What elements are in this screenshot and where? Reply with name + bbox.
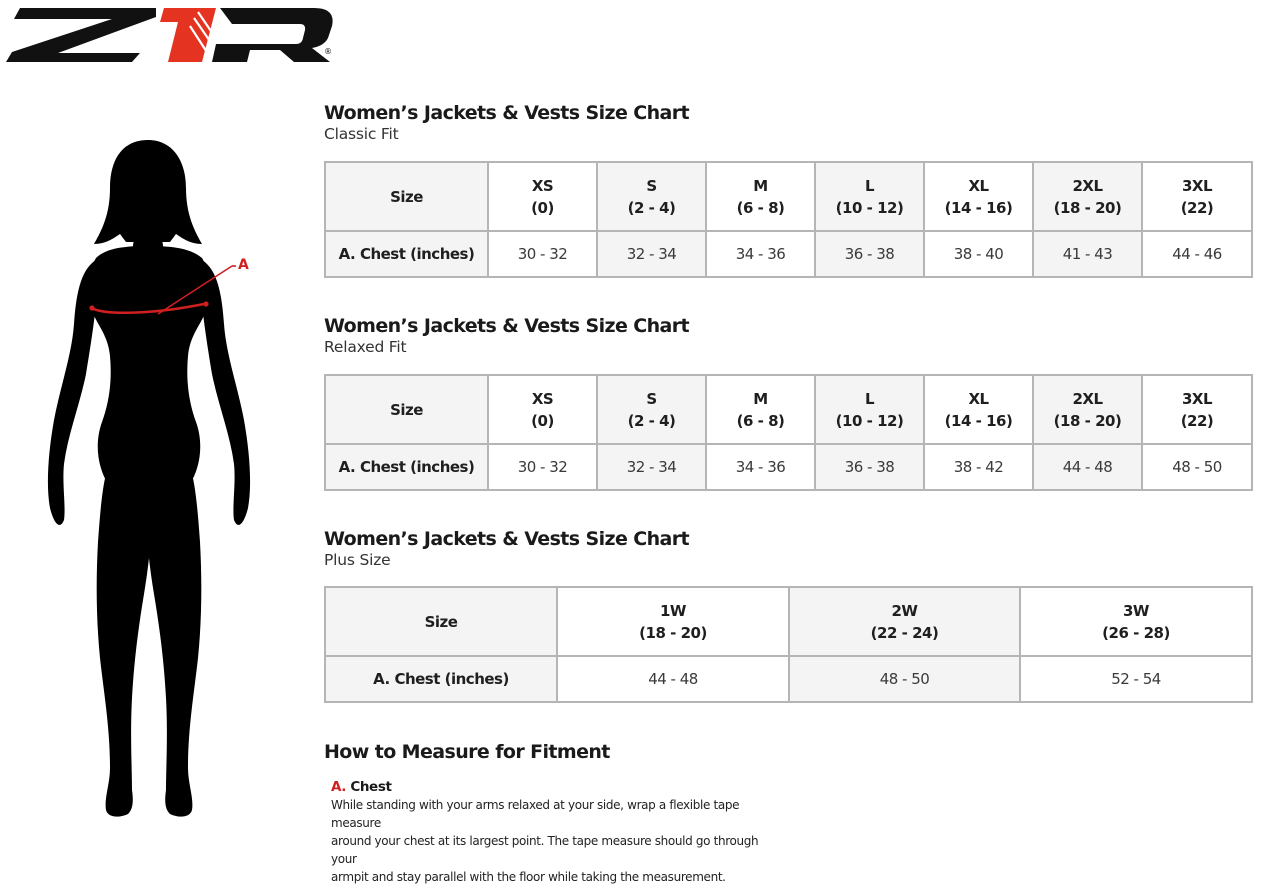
measure-item-name: Chest (350, 779, 392, 795)
chest-value-cell: 36 - 38 (815, 231, 924, 277)
size-cell-s: S (2 - 4) (597, 162, 706, 231)
chart-subtitle: Relaxed Fit (324, 338, 407, 356)
chest-value-cell: 52 - 54 (1020, 656, 1252, 702)
chest-value-cell: 48 - 50 (789, 656, 1020, 702)
description-line: While standing with your arms relaxed at your side, wrap a flexible tape measure (331, 798, 740, 830)
chart-subtitle: Plus Size (324, 551, 391, 569)
chest-value-cell: 30 - 32 (488, 444, 597, 490)
chest-value-cell: 30 - 32 (488, 231, 597, 277)
size-table (324, 374, 1253, 491)
chest-row-label: A. Chest (inches) (325, 231, 488, 277)
size-cell-xl: XL (14 - 16) (924, 375, 1033, 444)
description-line: around your chest at its largest point. The tape measure should go through your (331, 834, 759, 866)
measure-item-chest (331, 778, 784, 886)
size-table (324, 586, 1253, 703)
description-line: armpit and stay parallel with the floor while taking the measurement. (331, 870, 726, 884)
chart-title: Women’s Jackets & Vests Size Chart (324, 102, 690, 124)
chest-value-cell: 48 - 50 (1142, 444, 1252, 490)
size-cell-xs: XS (0) (488, 375, 597, 444)
measure-title: How to Measure for Fitment (324, 741, 610, 763)
chest-value-cell: 34 - 36 (706, 231, 815, 277)
chest-marker-label: A (238, 257, 249, 273)
chest-value-cell: 36 - 38 (815, 444, 924, 490)
chest-row-label: A. Chest (inches) (325, 656, 557, 702)
size-header-cell: Size (325, 162, 488, 231)
size-cell-xl: XL (14 - 16) (924, 162, 1033, 231)
z1r-logo (6, 4, 336, 64)
female-figure-silhouette (40, 138, 280, 854)
chest-value-cell: 44 - 46 (1142, 231, 1252, 277)
size-cell-3w: 3W (26 - 28) (1020, 587, 1252, 656)
chest-value-cell: 44 - 48 (557, 656, 789, 702)
size-table (324, 161, 1253, 278)
size-cell-l: L (10 - 12) (815, 375, 924, 444)
measure-item-heading (331, 778, 784, 796)
size-header-cell: Size (325, 375, 488, 444)
chest-value-cell: 41 - 43 (1033, 231, 1142, 277)
size-cell-2w: 2W (22 - 24) (789, 587, 1020, 656)
chest-value-cell: 38 - 40 (924, 231, 1033, 277)
size-cell-m: M (6 - 8) (706, 375, 815, 444)
chest-value-cell: 38 - 42 (924, 444, 1033, 490)
chest-value-cell: 44 - 48 (1033, 444, 1142, 490)
size-cell-s: S (2 - 4) (597, 375, 706, 444)
size-chart-relaxed-fit (324, 315, 1251, 495)
chest-value-cell: 32 - 34 (597, 231, 706, 277)
size-cell-2xl: 2XL (18 - 20) (1033, 375, 1142, 444)
size-cell-l: L (10 - 12) (815, 162, 924, 231)
size-cell-1w: 1W (18 - 20) (557, 587, 789, 656)
chart-title: Women’s Jackets & Vests Size Chart (324, 315, 690, 337)
size-cell-3xl: 3XL (22) (1142, 162, 1252, 231)
measure-instructions (324, 740, 784, 886)
size-cell-xs: XS (0) (488, 162, 597, 231)
size-cell-m: M (6 - 8) (706, 162, 815, 231)
registered-mark: ® (324, 47, 332, 56)
size-cell-3xl: 3XL (22) (1142, 375, 1252, 444)
size-chart-classic-fit (324, 102, 1251, 282)
chart-title: Women’s Jackets & Vests Size Chart (324, 528, 690, 550)
chest-value-cell: 34 - 36 (706, 444, 815, 490)
chest-row-label: A. Chest (inches) (325, 444, 488, 490)
size-chart-plus-size (324, 528, 1251, 708)
size-cell-2xl: 2XL (18 - 20) (1033, 162, 1142, 231)
measure-item-letter: A. (331, 779, 347, 795)
measure-item-description (331, 796, 781, 886)
chest-value-cell: 32 - 34 (597, 444, 706, 490)
chart-subtitle: Classic Fit (324, 125, 399, 143)
size-header-cell: Size (325, 587, 557, 656)
